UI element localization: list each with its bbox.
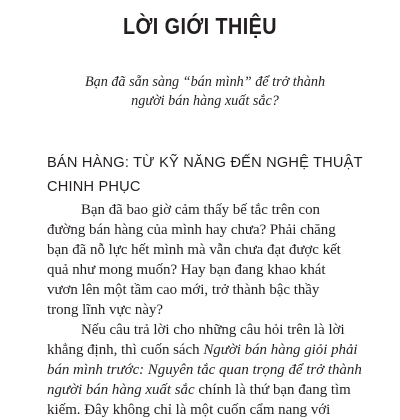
paragraph-line: vươn lên một tầm cao mới, trở thành bậc thầy (47, 282, 320, 298)
book-title-text: bán mình trước: Nguyên tắc quan trọng để trở thành (47, 362, 362, 378)
paragraph-2 (47, 320, 362, 420)
book-title-text: người bán hàng xuất sắc (47, 382, 195, 398)
section-heading (47, 151, 367, 199)
paragraph-line: quả như mong muốn? Hay bạn đang khao khát (47, 262, 326, 278)
book-title-text: Người bán hàng giỏi phải (203, 342, 358, 358)
subtitle (60, 73, 350, 111)
paragraph-line: kiếm. Đây không chỉ là một cuốn cẩm nang với (47, 402, 331, 418)
section-heading-line: BÁN HÀNG: TỪ KỸ NĂNG ĐẾN NGHỆ THUẬT (47, 155, 363, 171)
section-heading-line: CHINH PHỤC (47, 179, 141, 195)
paragraph-1 (47, 200, 362, 320)
paragraph-line: Nếu câu trả lời cho những câu hỏi trên là lời (81, 322, 345, 338)
paragraph-line (47, 380, 362, 400)
subtitle-line: Bạn đã sẵn sàng “bán mình” để trở thành (84, 74, 326, 90)
paragraph-line: trong lĩnh vực này? (47, 302, 163, 318)
paragraph-text: khẳng định, thì cuốn sách (47, 342, 204, 358)
paragraph-line: bạn đã nỗ lực hết mình mà vẫn chưa đạt được kết (47, 242, 341, 258)
paragraph-line: Bạn đã bao giờ cảm thấy bế tắc trên con (81, 202, 320, 218)
paragraph-line (47, 360, 362, 380)
paragraph-line (47, 340, 362, 360)
paragraph-text: chính là thứ bạn đang tìm (194, 382, 351, 398)
page-title: LỜI GIỚI THIỆU (122, 13, 278, 39)
paragraph-line: đường bán hàng của mình hay chưa? Phải chăng (47, 222, 336, 238)
subtitle-line: người bán hàng xuất sắc? (131, 93, 279, 109)
